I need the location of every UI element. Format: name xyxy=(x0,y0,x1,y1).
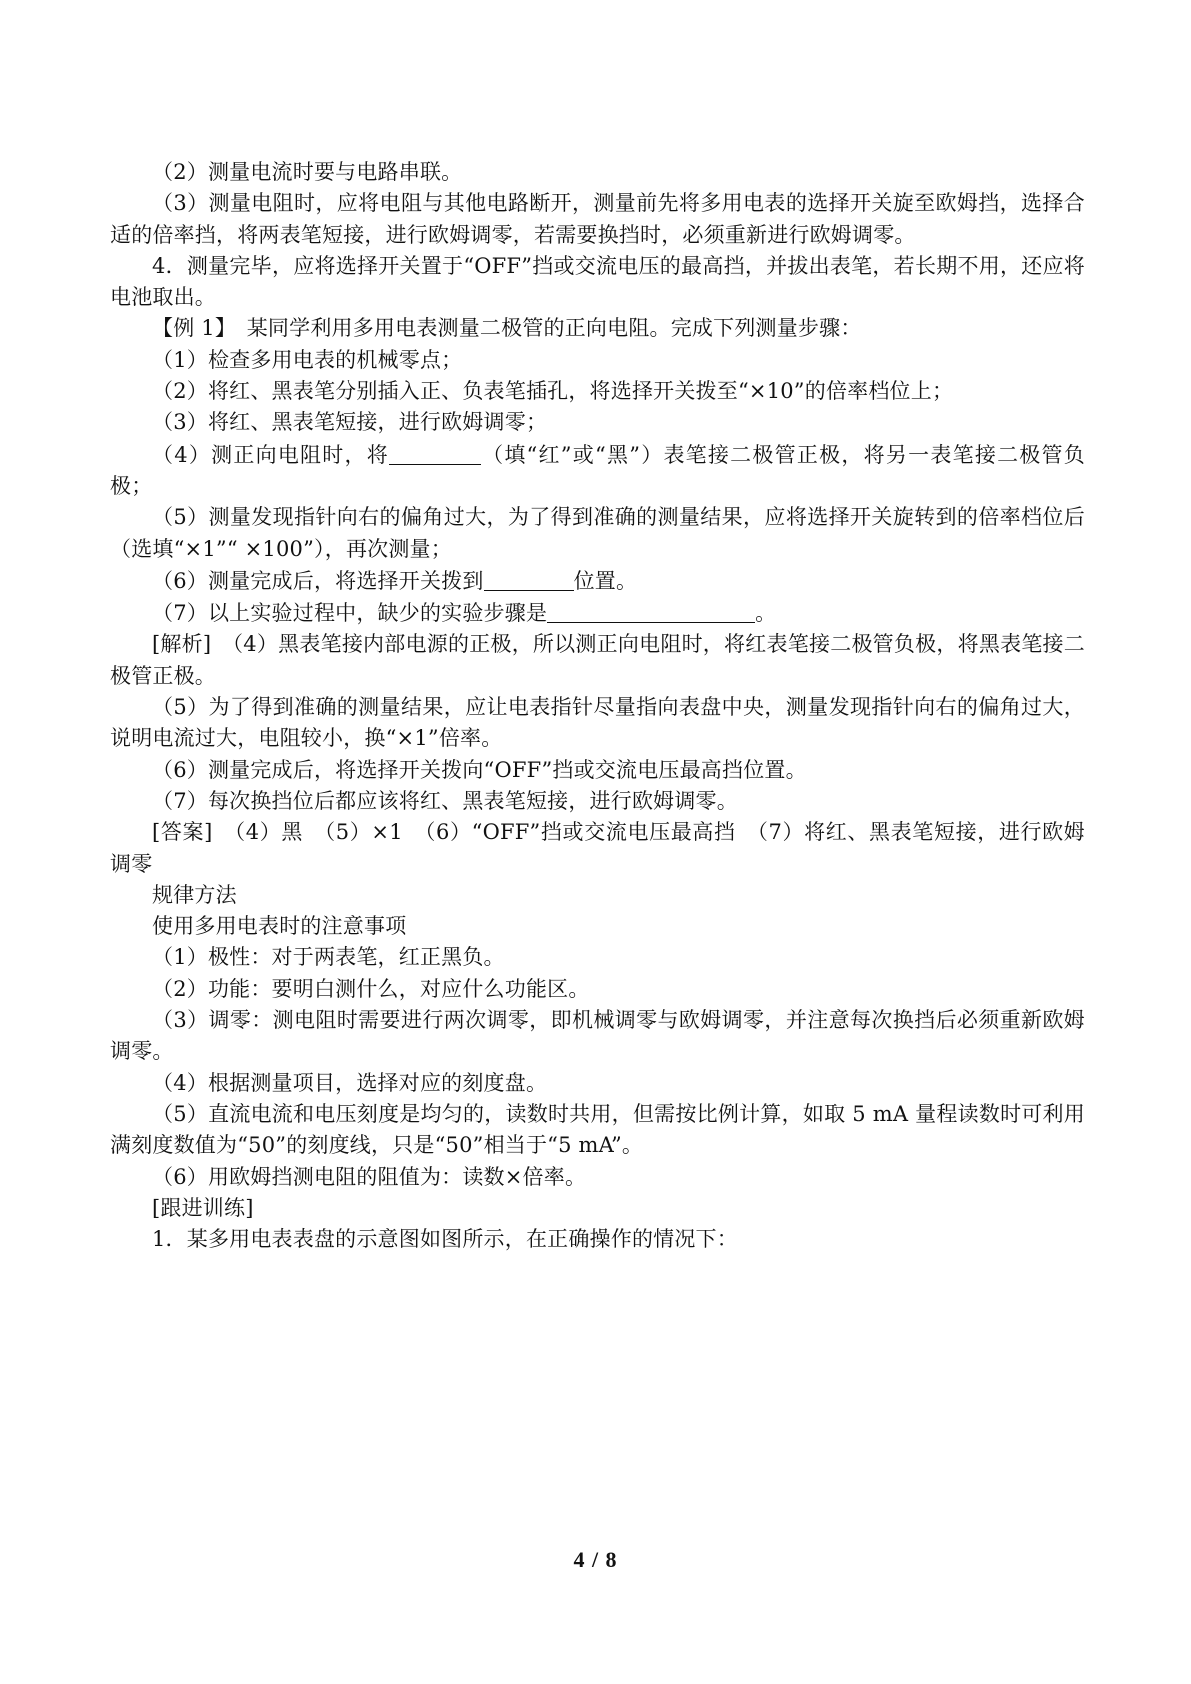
example-step-7-text-start: （7）以上实验过程中，缺少的实验步骤是 xyxy=(152,601,548,626)
answer: [答案] （4）黑 （5）×1 （6）“OFF”挡或交流电压最高挡 （7）将红、黑表笔短接，进行欧姆调零 xyxy=(110,820,1085,876)
example-step-6-text-start: （6）测量完成后，将选择开关拨到 xyxy=(152,568,484,593)
example-step-2: （2）将红、黑表笔分别插入正、负表笔插孔，将选择开关拨至“×10”的倍率档位上； xyxy=(152,379,954,404)
fill-in-blank xyxy=(484,568,574,591)
precaution-ohm-reading: （6）用欧姆挡测电阻的阻值为：读数×倍率。 xyxy=(152,1164,587,1189)
analysis-6: （6）测量完成后，将选择开关拨向“OFF”挡或交流电压最高挡位置。 xyxy=(152,757,807,782)
example-step-4 xyxy=(110,439,1085,503)
training-question-1: 1．某多用电表表盘的示意图如图所示，在正确操作的情况下： xyxy=(152,1227,738,1252)
precautions-heading: 使用多用电表时的注意事项 xyxy=(152,914,407,939)
fill-in-blank xyxy=(389,442,481,465)
precaution-zeroing: （3）调零：测电阻时需要进行两次调零，即机械调零与欧姆调零，并注意每次换挡后必须重新欧姆调零。 xyxy=(110,1008,1085,1064)
example-step-5: （5）测量发现指针向右的偏角过大，为了得到准确的测量结果，应将选择开关旋转到的倍率档位后（选填“×1”“ ×100”），再次测量； xyxy=(110,505,1085,561)
example-step-6-text-end: 位置。 xyxy=(573,568,638,593)
paragraph-measure-resistance: （3）测量电阻时，应将电阻与其他电路断开，测量前先将多用电表的选择开关旋至欧姆挡，选择合适的倍率挡，将两表笔短接，进行欧姆调零，若需要换挡时，必须重新进行欧姆调零。 xyxy=(110,191,1085,247)
example-step-7-text-end: 。 xyxy=(755,601,777,626)
paragraph-measure-current: （2）测量电流时要与电路串联。 xyxy=(152,160,463,184)
analysis-5: （5）为了得到准确的测量结果，应让电表指针尽量指向表盘中央，测量发现指针向右的偏角过大，说明电流过大，电阻较小，换“×1”倍率。 xyxy=(110,695,1085,751)
example-step-1: （1）检查多用电表的机械零点； xyxy=(152,347,463,372)
follow-up-training-heading: [跟进训练] xyxy=(152,1195,254,1220)
analysis-7: （7）每次换挡位后都应该将红、黑表笔短接，进行欧姆调零。 xyxy=(152,788,738,813)
example-step-3: （3）将红、黑表笔短接，进行欧姆调零； xyxy=(152,410,548,435)
document-body xyxy=(110,157,1085,1255)
example-step-4-text-end: （填“红”或“黑”）表笔接二极管正极，将另一表笔接二极管负极； xyxy=(110,442,1085,498)
analysis-4: [解析] （4）黑表笔接内部电源的正极，所以测正向电阻时，将红表笔接二极管负极，将黑表笔接二极管正极。 xyxy=(110,632,1085,688)
example-step-6 xyxy=(110,565,1085,597)
page-number: 4 / 8 xyxy=(573,1547,618,1572)
example-heading: 【例 1】 某同学利用多用电表测量二极管的正向电阻。完成下列测量步骤： xyxy=(152,316,862,341)
method-heading: 规律方法 xyxy=(152,882,237,907)
example-step-7 xyxy=(110,597,1085,629)
precaution-function: （2）功能：要明白测什么，对应什么功能区。 xyxy=(152,976,590,1001)
precaution-scale: （4）根据测量项目，选择对应的刻度盘。 xyxy=(152,1070,548,1095)
fill-in-blank xyxy=(547,600,755,623)
paragraph-after-measurement: 4．测量完毕，应将选择开关置于“OFF”挡或交流电压的最高挡，并拔出表笔，若长期不用，还应将电池取出。 xyxy=(110,253,1085,310)
precaution-polarity: （1）极性：对于两表笔，红正黑负。 xyxy=(152,945,505,970)
precaution-uniform-scale: （5）直流电流和电压刻度是均匀的，读数时共用，但需按比例计算，如取 5 mA 量程读数时可利用满刻度数值为“50”的刻度线，只是“50”相当于“5 mA”。 xyxy=(110,1101,1085,1158)
example-step-4-text-start: （4）测正向电阻时，将 xyxy=(152,442,390,467)
